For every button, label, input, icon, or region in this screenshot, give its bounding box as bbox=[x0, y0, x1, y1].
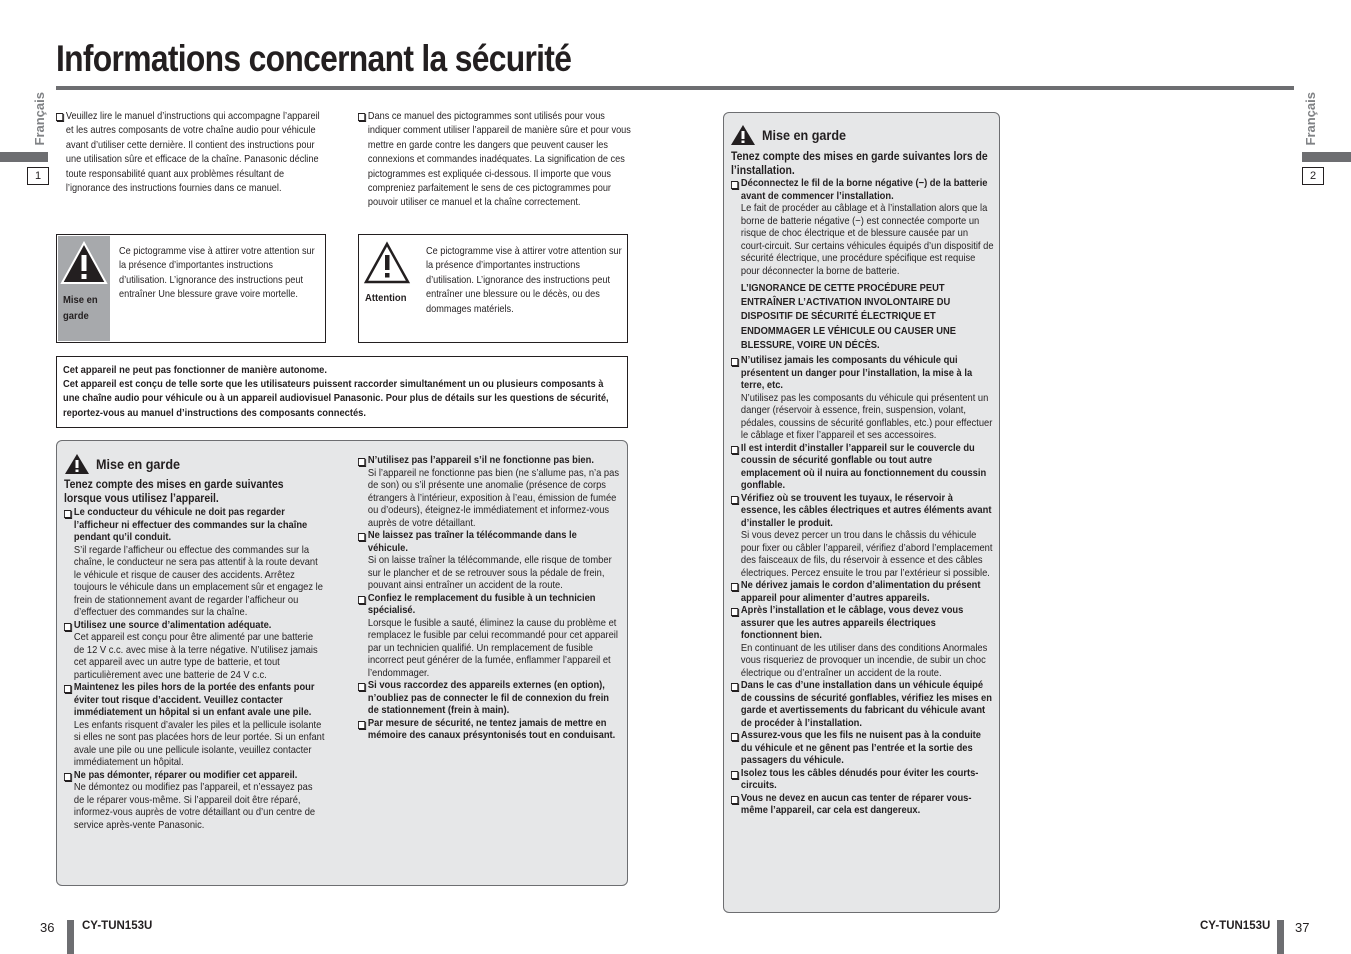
warning-install-list bbox=[731, 178, 994, 818]
checkbox-bullet-icon bbox=[731, 608, 738, 616]
warning-usage-col2 bbox=[358, 455, 619, 743]
list-item bbox=[731, 605, 994, 680]
list-item bbox=[731, 680, 994, 730]
checkbox-bullet-icon bbox=[731, 771, 738, 779]
warning-usage-col1 bbox=[64, 507, 325, 832]
language-tab-left: Français bbox=[32, 92, 47, 146]
picto-caution-box bbox=[358, 234, 628, 343]
checkbox-bullet-icon bbox=[731, 683, 738, 691]
list-item bbox=[358, 680, 619, 718]
warning-install-intro: Tenez compte des mises en garde suivantes lors de l’installation. bbox=[731, 150, 988, 177]
checkbox-bullet-icon bbox=[358, 596, 365, 604]
list-item bbox=[731, 793, 994, 818]
list-item-heading: Le conducteur du véhicule ne doit pas regarder l’afficheur ni effectuer des commandes sur la chaîne pendant qu’il conduit. bbox=[73, 507, 308, 543]
list-item bbox=[731, 580, 994, 605]
checkbox-bullet-icon bbox=[358, 683, 365, 691]
list-item-heading: Déconnectez le fil de la borne négative (−) de la batterie avant de commencer l’installation. bbox=[740, 178, 988, 202]
list-item bbox=[358, 530, 619, 593]
list-item-body: Si on laisse traîner la télécommande, elle risque de tomber sur le plancher et de se retrouver sous la pédale de frein, pouvant ainsi entraîner un accident de la route. bbox=[367, 555, 612, 591]
warning-usage-title: Mise en garde bbox=[96, 456, 181, 472]
list-item-heading: Vous ne devez en aucun cas tenter de réparer vous-même l’appareil, car cela est dangereux. bbox=[740, 792, 972, 817]
list-item-heading: Si vous raccordez des appareils externes (en option), n’oubliez pas de connecter le fil de connexion du frein de stationnement (frein à main). bbox=[367, 680, 610, 716]
list-item-heading: Maintenez les piles hors de la portée des enfants pour éviter tout risque d’accident. Veuillez contacter immédiatement un hôpital si un enfant avale une pile. bbox=[73, 682, 315, 718]
checkbox-bullet-icon bbox=[358, 721, 365, 729]
warning-box-install bbox=[723, 112, 1000, 913]
list-item-heading: N’utilisez jamais les composants du véhicule qui présentent un danger pour l’installation, la mise à la terre, etc. bbox=[740, 355, 973, 392]
picto-caution-text: Ce pictogramme vise à attirer votre attention sur la présence d’importantes instructions d’utilisation. L’ignorance des instructions peut entraîner une blessure ou le décès, ou des dommages matériels. bbox=[426, 246, 622, 315]
list-item-heading: Ne dérivez jamais le cordon d’alimentation du présent appareil pour alimenter d’autres appareils. bbox=[740, 580, 981, 604]
list-item bbox=[731, 493, 994, 581]
list-item bbox=[731, 768, 994, 793]
title-rule bbox=[56, 86, 1294, 90]
list-item-heading: Vérifiez où se trouvent les tuyaux, le réservoir à essence, les câbles électriques et autres éléments avant d’installer le produit. bbox=[740, 492, 992, 529]
warning-install-header bbox=[730, 124, 855, 146]
checkbox-bullet-icon bbox=[731, 496, 738, 504]
list-item-body: S’il regarde l’afficheur ou effectue des commandes sur la chaîne, le conducteur ne sera pas attentif à la route devant le véhicule et risque de causer des accidents. Arrêtez toujours le véhicule dans un emplacement sûr et engagez le frein de stationnement avant de regarder l’afficheur ou d’effectuer des commandes sur la chaîne. bbox=[73, 544, 323, 618]
checkbox-bullet-icon bbox=[358, 458, 365, 466]
list-item-heading: Ne laissez pas traîner la télécommande dans le véhicule. bbox=[367, 530, 577, 554]
checkbox-bullet-icon bbox=[358, 533, 365, 541]
list-item-heading: Ne pas démonter, réparer ou modifier cet appareil. bbox=[73, 769, 298, 781]
picto-warning-box bbox=[56, 234, 326, 343]
footer-model-left: CY-TUN153U bbox=[82, 920, 153, 932]
warning-usage-header bbox=[64, 453, 189, 475]
list-item-heading: Dans le cas d’une installation dans un véhicule équipé de coussins de sécurité gonflables, vérifiez les mises en garde et avertissements du fabricant du véhicule avant de procéder à l’installation. bbox=[740, 680, 992, 729]
checkbox-bullet-icon bbox=[64, 623, 71, 631]
footer-model-right: CY-TUN153U bbox=[1200, 920, 1271, 932]
list-item bbox=[731, 443, 994, 493]
list-item-body: Les enfants risquent d’avaler les piles et la pellicule isolante si elles ne sont pas placées hors de leur portée. Si un enfant avale une pile ou une pellicule isolante, veuillez contacter immédiatement un hôpital. bbox=[73, 719, 325, 768]
picto-caution-label: Attention bbox=[365, 292, 407, 304]
list-item bbox=[358, 593, 619, 681]
intro-left: Veuillez lire le manuel d’instructions qui accompagne l’appareil et les autres composants de votre chaîne audio pour véhicule avant d’utiliser cette dernière. Il contient des instructions pour une utilisation sûre et efficace de la chaîne. Panasonic décline toute responsabilité quant aux problèmes résultant de l’ignorance des instructions fournies dans ce manuel. bbox=[56, 110, 346, 196]
page-tab-right: 2 bbox=[1302, 167, 1324, 185]
page-title: Informations concernant la sécurité bbox=[56, 38, 572, 79]
notice-line1: Cet appareil ne peut pas fonctionner de manière autonome. bbox=[63, 365, 327, 376]
warning-usage-intro: Tenez compte des mises en garde suivantes lorsque vous utilisez l’appareil. bbox=[64, 478, 284, 505]
list-item-caps-warning: L’IGNORANCE DE CETTE PROCÉDURE PEUT ENTRAÎNER L’ACTIVATION INVOLONTAIRE DU DISPOSITIF DE SÉCURITÉ ÉLECTRIQUE ET ENDOMMAGER LE VÉHICULE OU CAUSER UNE BLESSURE, VOIRE UN DÉCÈS. bbox=[740, 283, 956, 351]
list-item-body: Si vous devez percer un trou dans le châssis du véhicule pour fixer ou câbler l’appareil, vérifiez d’abord l’emplacement des faisceaux de fils, du réservoir à essence et des câbles électriques. Percez ensuite le trou par l’extérieur si possible. bbox=[740, 530, 993, 579]
list-item-heading: Confiez le remplacement du fusible à un technicien spécialisé. bbox=[367, 592, 596, 616]
footer-bar-right bbox=[1277, 920, 1284, 954]
list-item-body: N’utilisez pas les composants du véhicule qui présentent un danger (réservoir à essence, frein, suspension, volant, pédales, coussins de sécurité gonflables, etc.) pour effectuer le câblage et fixer l’appareil et ses accessoires. bbox=[740, 392, 993, 442]
checkbox-bullet-icon bbox=[64, 510, 71, 518]
checkbox-bullet-icon bbox=[731, 446, 738, 454]
list-item-heading: N’utilisez pas l’appareil s’il ne fonctionne pas bien. bbox=[367, 455, 594, 466]
warning-icon bbox=[64, 453, 90, 475]
checkbox-bullet-icon bbox=[731, 358, 738, 366]
warning-install-title: Mise en garde bbox=[762, 127, 847, 143]
list-item-heading: Assurez-vous que les fils ne nuisent pas à la conduite du véhicule et ne gênent pas l’entrée et la sortie des passagers du véhicule. bbox=[740, 730, 981, 767]
footer-page-left: 36 bbox=[40, 920, 55, 935]
language-tab-right: Français bbox=[1303, 92, 1318, 146]
checkbox-bullet-icon bbox=[731, 796, 738, 804]
notice-line2: Cet appareil est conçu de telle sorte que les utilisateurs puissent raccorder simultanément un ou plusieurs composants à une chaîne audio pour véhicule ou à un appareil audiovisuel Panasonic. Pour plus de détails sur les questions de sécurité, reportez-vous au manuel d’instructions des composants connectés. bbox=[63, 379, 609, 419]
list-item bbox=[731, 355, 994, 443]
checkbox-bullet-icon bbox=[731, 583, 738, 591]
warning-triangle-icon bbox=[60, 241, 108, 285]
list-item bbox=[358, 455, 619, 530]
list-item-heading: Après l’installation et le câblage, vous devez vous assurer que les autres appareils électriques fonctionnent bien. bbox=[740, 605, 964, 642]
checkbox-bullet-icon bbox=[731, 733, 738, 741]
list-item-body: Cet appareil est conçu pour être alimenté par une batterie de 12 V c.c. avec mise à la terre négative. N’utilisez jamais cet appareil avec un autre type de batterie, et tout particulièrement avec une batterie de 24 V c.c. bbox=[73, 632, 318, 681]
notice-text bbox=[63, 364, 619, 421]
notice-box bbox=[56, 356, 628, 428]
list-item-heading: Utilisez une source d’alimentation adéquate. bbox=[73, 619, 272, 631]
list-item bbox=[64, 507, 325, 620]
footer-bar-left bbox=[67, 920, 74, 954]
caution-triangle-icon bbox=[363, 241, 411, 285]
side-bar-left bbox=[0, 152, 48, 162]
list-item-body: Si l’appareil ne fonctionne pas bien (ne s’allume pas, n’a pas de son) ou s’il présente une anomalie (présence de corps étrangers à l’intérieur, exposition à l’eau, émission de fumée ou d’odeurs), éteignez-le immédiatement et informez-vous auprès de votre détaillant. bbox=[367, 467, 619, 529]
list-item-body: En continuant de les utiliser dans des conditions Anormales vous risqueriez de provoquer un incendie, de subir un choc électrique ou d’entraîner un accident de la route. bbox=[740, 642, 988, 679]
list-item-heading: Isolez tous les câbles dénudés pour éviter les courts-circuits. bbox=[740, 767, 979, 792]
warning-icon bbox=[730, 124, 756, 146]
picto-warning-text: Ce pictogramme vise à attirer votre attention sur la présence d’importantes instructions d’utilisation. L’ignorance des instructions peut entraîner Une blessure grave voire mortelle. bbox=[119, 246, 315, 301]
list-item-body: Lorsque le fusible a sauté, éliminez la cause du problème et remplacez le fusible par celui recommandé pour cet appareil par un technicien qualifié. Un remplacement de fusible incorrect peut générer de la fumée, enflammer l’appareil et l’endommager. bbox=[367, 617, 618, 679]
side-bar-right bbox=[1302, 152, 1351, 162]
list-item bbox=[731, 178, 994, 353]
list-item bbox=[64, 770, 325, 833]
warning-box-usage bbox=[56, 440, 628, 886]
list-item-body: Le fait de procéder au câblage et à l’installation alors que la borne de batterie négative (−) est connectée comporte un risque de choc électrique et de blessure causée par un court-circuit. Sur certains véhicules équipés d’un dispositif de sécurité électrique, une procédure spécifique est requise pour déconnecter la borne de batterie. bbox=[740, 203, 994, 277]
checkbox-bullet-icon bbox=[731, 181, 738, 189]
list-item-heading: Il est interdit d’installer l’appareil sur le couvercle du coussin de sécurité gonflable ou tout autre emplacement où il nuira au fonctionnement du coussin gonflable. bbox=[740, 442, 987, 492]
list-item bbox=[64, 682, 325, 770]
list-item bbox=[358, 718, 619, 743]
checkbox-bullet-icon bbox=[64, 685, 71, 693]
list-item bbox=[64, 620, 325, 683]
footer-page-right: 37 bbox=[1295, 920, 1310, 935]
picto-warning-label: Mise en garde bbox=[63, 294, 98, 322]
page-tab-left: 1 bbox=[27, 167, 49, 185]
list-item-heading: Par mesure de sécurité, ne tentez jamais de mettre en mémoire des canaux présyntonisés tout en conduisant. bbox=[367, 717, 616, 741]
intro-right: Dans ce manuel des pictogrammes sont utilisés pour vous indiquer comment utiliser l’appareil de manière sûre et pour vous mettre en garde contre les dangers que peuvent causer les connexions et commandes inadéquates. La signification de ces pictogrammes est expliquée ci-dessous. Il importe que vous compreniez parfaitement le sens de ces pictogrammes pour pouvoir utiliser ce manuel et la chaîne correctement. bbox=[358, 110, 658, 211]
list-item-body: Ne démontez ou modifiez pas l’appareil, et n’essayez pas de le réparer vous-même. Si l’appareil doit être réparé, informez-vous auprès de votre détaillant ou d’un centre de service après-vente Panasonic. bbox=[73, 782, 316, 831]
list-item bbox=[731, 730, 994, 768]
checkbox-bullet-icon bbox=[64, 773, 71, 781]
